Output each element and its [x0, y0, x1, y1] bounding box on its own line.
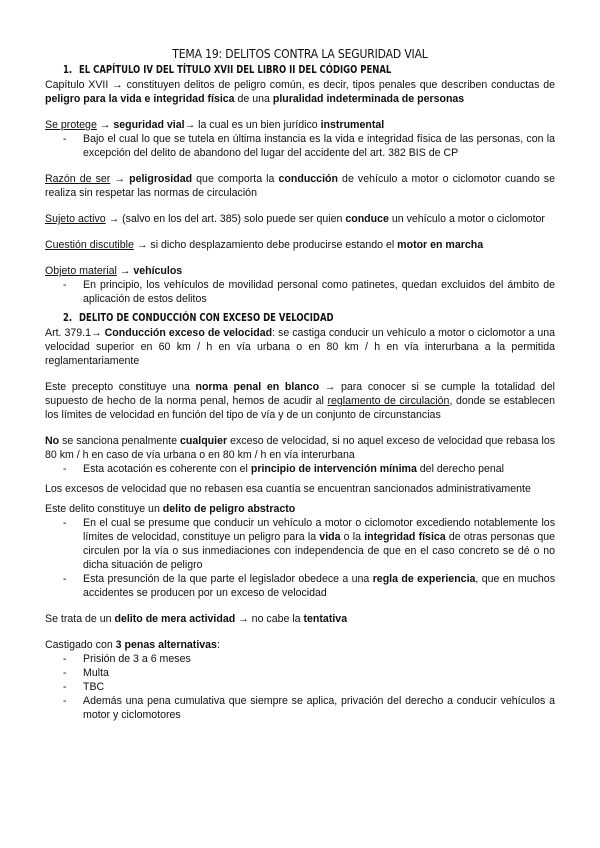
list-item: - Además una pena cumulativa que siempre se aplica, privación del derecho a conducir vehículos a motor y ciclomotores — [63, 694, 555, 722]
list-item — [63, 516, 555, 572]
text-run: Este delito constituye un — [45, 503, 163, 515]
text-bold: 3 penas alternativas — [115, 639, 217, 651]
label-underlined: Objeto material — [45, 265, 117, 277]
label-underlined: Se protege — [45, 119, 97, 131]
document-page — [45, 46, 555, 722]
article-paragraph — [45, 326, 555, 368]
text-bold: delito de mera actividad — [114, 613, 236, 625]
text-run: Esta acotación es coherente con el — [83, 463, 251, 475]
text-bold: delito de peligro abstracto — [162, 503, 296, 515]
object-paragraph — [45, 264, 555, 278]
question-paragraph — [45, 238, 555, 252]
abstract-danger-list — [45, 516, 555, 600]
text-run: : se castiga conducir un vehículo a motor o ciclomotor a una velocidad superior en 60 km / h en vía urbana o en 80 km / h en vía interurbana a la permitida reglamentariamente — [45, 327, 555, 367]
list-item: - En principio, los vehículos de movilidad personal como patinetes, quedan excluidos del ámbito de aplicación de estos delitos — [63, 278, 555, 306]
text-bold: conduce — [345, 213, 389, 225]
subject-paragraph — [45, 212, 555, 226]
text-run: del derecho penal — [416, 463, 505, 475]
section-2-title: DELITO DE CONDUCCIÓN CON EXCESO DE VELOCIDAD — [79, 312, 334, 324]
text-run: → para conocer si se cumple la totalidad del supuesto de hecho de la norma penal, hemos de acudir al — [45, 381, 555, 407]
text-run: exceso de velocidad, si no aquel exceso de velocidad que rebasa los 80 km / h en caso de vía urbana o en 80 km / h en vía interurbana — [45, 435, 556, 461]
text-run: , que en muchos accidentes se producen por un exceso de velocidad — [83, 573, 555, 599]
reason-paragraph — [45, 172, 555, 200]
text-bold: regla de experiencia — [372, 573, 476, 585]
penalties-paragraph — [45, 638, 555, 652]
text-run: o la — [340, 531, 365, 543]
text-bold: instrumental — [320, 119, 385, 131]
label-underlined: Razón de ser — [45, 173, 111, 185]
text-run: : — [216, 639, 220, 651]
text-run: un vehículo a motor o ciclomotor — [388, 213, 545, 225]
text-run: → — [96, 119, 114, 131]
text-run: → la cual es un bien jurídico — [184, 119, 321, 131]
text-run: que comporta la — [192, 173, 279, 185]
text-run: Castigado con — [45, 639, 116, 651]
blank-norm-paragraph — [45, 380, 555, 422]
text-bold: conducción — [278, 173, 338, 185]
text-bold: integridad física — [364, 531, 446, 543]
text-bold: seguridad vial — [113, 119, 185, 131]
text-bold: No — [45, 435, 60, 447]
text-bold: pluralidad indeterminada de personas — [272, 93, 465, 105]
text-run: de una — [234, 93, 273, 105]
list-item: - Prisión de 3 a 6 meses — [63, 652, 555, 666]
text-run: → — [116, 265, 134, 277]
text-run: de otras personas que circulen por la vía o sus inmediaciones con independencia de que en el caso concreto se dé o no dicha situación de peligro — [83, 531, 555, 571]
text-bold: tentativa — [303, 613, 348, 625]
list-item: - TBC — [63, 680, 555, 694]
text-bold: vehículos — [133, 265, 183, 277]
list-item — [63, 572, 555, 600]
document-title: TEMA 19: DELITOS CONTRA LA SEGURIDAD VIAL — [172, 46, 428, 61]
abstract-danger-paragraph — [45, 502, 555, 516]
section-1-title: EL CAPÍTULO IV DEL TÍTULO XVII DEL LIBRO II DEL CÓDIGO PENAL — [79, 64, 392, 76]
list-item: - Multa — [63, 666, 555, 680]
text-bold: principio de intervención mínima — [250, 463, 417, 475]
list-item: - Bajo el cual lo que se tutela en última instancia es la vida e integridad física de las personas, con la excepción del delito de abandono del lugar del accidente del art. 382 BIS de CP — [63, 132, 555, 160]
protected-list — [45, 132, 555, 160]
penalties-list — [45, 652, 555, 722]
chapter-paragraph — [45, 78, 555, 106]
text-run: → (salvo en los del art. 385) solo puede ser quien — [105, 213, 346, 225]
mere-activity-paragraph — [45, 612, 555, 626]
text-run: de vehículo a motor o ciclomotor cuando se realiza sin respetar las normas de circulación — [45, 173, 555, 199]
text-bold: vida — [319, 531, 341, 543]
text-run: → no cabe la — [235, 613, 304, 625]
text-run: Esta presunción de la que parte el legislador obedece a una — [83, 573, 373, 585]
sanction-paragraph — [45, 434, 555, 462]
text-bold: motor en marcha — [397, 239, 484, 251]
text-run: Este precepto constituye una — [45, 381, 196, 393]
protected-paragraph — [45, 118, 555, 132]
text-run: Art. 379.1→ — [45, 327, 105, 339]
text-run: Capítulo XVII → constituyen delitos de peligro común, es decir, tipos penales que describen conductas de — [45, 79, 555, 91]
excess-paragraph: Los excesos de velocidad que no rebasen esa cuantía se encuentran sancionados administrativamente — [45, 483, 531, 495]
label-underlined: Cuestión discutible — [45, 239, 134, 251]
section-2-heading — [63, 312, 457, 324]
list-item — [63, 462, 555, 476]
text-bold: peligrosidad — [129, 173, 193, 185]
object-list — [45, 278, 555, 306]
text-run: → si dicho desplazamiento debe producirse estando el — [133, 239, 398, 251]
sanction-list — [45, 462, 555, 476]
text-bold: Conducción exceso de velocidad — [104, 327, 273, 339]
section-1-number: 1. — [63, 64, 73, 76]
text-bold: norma penal en blanco — [195, 381, 320, 393]
text-run: → — [110, 173, 130, 185]
text-run: se sanciona penalmente — [59, 435, 181, 447]
label-underlined: Sujeto activo — [45, 213, 106, 225]
text-bold: cualquier — [180, 435, 228, 447]
text-run: Se trata de un — [45, 613, 115, 625]
text-run: En el cual se presume que conducir un vehículo a motor o ciclomotor excediendo notablemente los límites de velocidad, constituye un peligro para la — [83, 517, 555, 543]
text-run: , donde se establecen los límites de velocidad en función del tipo de vía y de un conjunto de circunstancias — [45, 395, 555, 421]
section-2-number: 2. — [63, 312, 73, 324]
text-underlined: reglamento de circulación — [327, 395, 450, 407]
section-1-heading — [63, 64, 457, 76]
text-bold: peligro para la vida e integridad física — [45, 93, 235, 105]
